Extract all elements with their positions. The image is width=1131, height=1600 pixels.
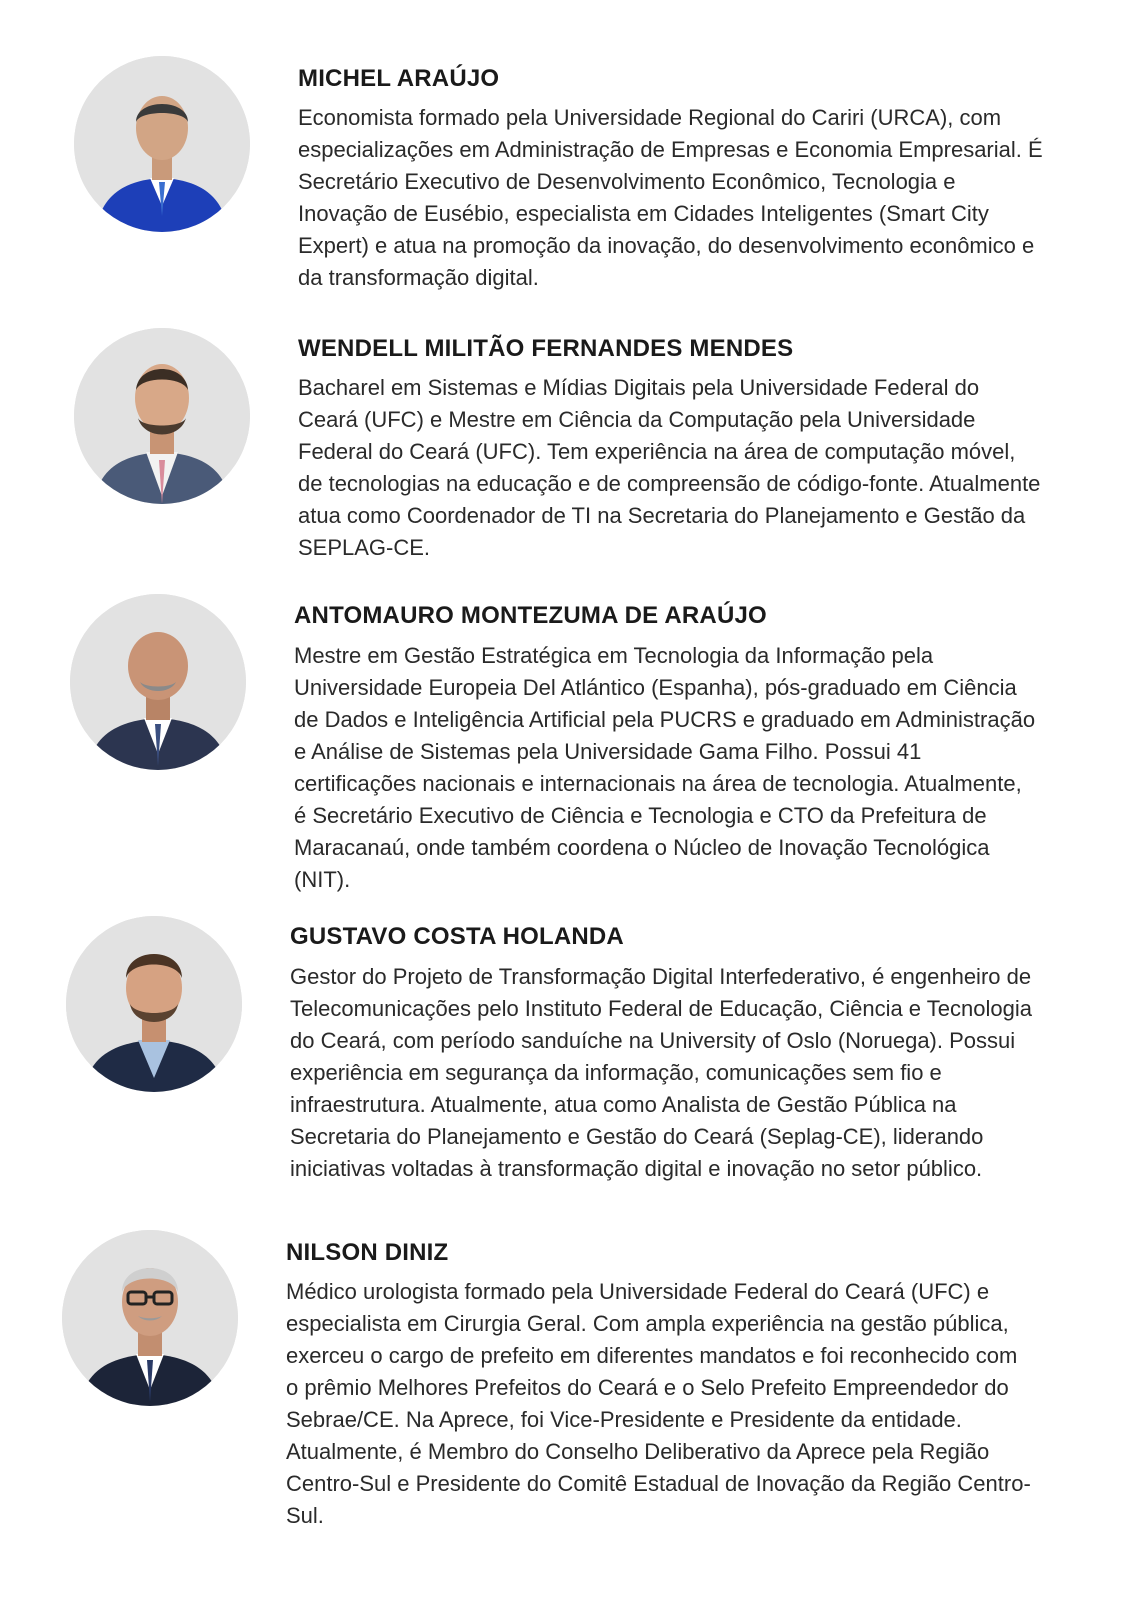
- person-portrait-icon: [66, 916, 242, 1092]
- person-portrait-icon: [70, 594, 246, 770]
- profile-photo: [74, 56, 250, 232]
- profile-bio: Mestre em Gestão Estratégica em Tecnologia da Informação pela Universidade Europeia Del Atlántico (Espanha), pós-graduado em Ciência de Dados e Inteligência Artificial pela PUCRS e graduado em Administração e Análise de Sistemas pela Universidade Gama Filho. Possui 41 certificações nacionais e internacionais na área de tecnologia. Atualmente, é Secretário Executivo de Ciência e Tecnologia e CTO da Prefeitura de Maracanaú, onde também coordena o Núcleo de Inovação Tecnológica (NIT).: [294, 643, 1036, 892]
- profile-bio: Economista formado pela Universidade Regional do Cariri (URCA), com especializações em Administração de Empresas e Economia Empresarial. É Secretário Executivo de Desenvolvimento Econômico, Tecnologia e Inovação de Eusébio, especialista em Cidades Inteligentes (Smart City Expert) e atua na promoção da inovação, do desenvolvimento econômico e da transformação digital.: [298, 105, 1043, 290]
- profile-name: WENDELL MILITÃO FERNANDES MENDES: [298, 335, 794, 362]
- profile-photo: [66, 916, 242, 1092]
- profile-bio: Gestor do Projeto de Transformação Digital Interfederativo, é engenheiro de Telecomunicações pelo Instituto Federal de Educação, Ciência e Tecnologia do Ceará, com período sanduíche na University of Oslo (Noruega). Possui experiência em segurança da informação, comunicações sem fio e infraestrutura. Atualmente, atua como Analista de Gestão Pública na Secretaria do Planejamento e Gestão do Ceará (Seplag-CE), liderando iniciativas voltadas à transformação digital e inovação no setor público.: [290, 964, 1032, 1181]
- person-portrait-icon: [62, 1230, 238, 1406]
- profile-name: NILSON DINIZ: [286, 1239, 449, 1266]
- profile-name: ANTOMAURO MONTEZUMA DE ARAÚJO: [294, 602, 767, 629]
- profile-photo: [70, 594, 246, 770]
- profile-bio: Médico urologista formado pela Universidade Federal do Ceará (UFC) e especialista em Cirurgia Geral. Com ampla experiência na gestão pública, exerceu o cargo de prefeito em diferentes mandatos e foi reconhecido com o prêmio Melhores Prefeitos do Ceará e o Selo Prefeito Empreendedor do Sebrae/CE. Na Aprece, foi Vice-Presidente e Presidente da entidade. Atualmente, é Membro do Conselho Deliberativo da Aprece pela Região Centro-Sul e Presidente do Comitê Estadual de Inovação da Região Centro-Sul.: [286, 1279, 1031, 1528]
- profile-bio: Bacharel em Sistemas e Mídias Digitais pela Universidade Federal do Ceará (UFC) e Mestre em Ciência da Computação pela Universidade Federal do Ceará (UFC). Tem experiência na área de computação móvel, de tecnologias na educação e de compreensão de código-fonte. Atualmente atua como Coordenador de TI na Secretaria do Planejamento e Gestão da SEPLAG-CE.: [298, 375, 1041, 560]
- profile-photo: [62, 1230, 238, 1406]
- person-portrait-icon: [74, 328, 250, 504]
- profile-photo: [74, 328, 250, 504]
- person-portrait-icon: [74, 56, 250, 232]
- profile-name: MICHEL ARAÚJO: [298, 65, 500, 92]
- profile-name: GUSTAVO COSTA HOLANDA: [290, 923, 624, 950]
